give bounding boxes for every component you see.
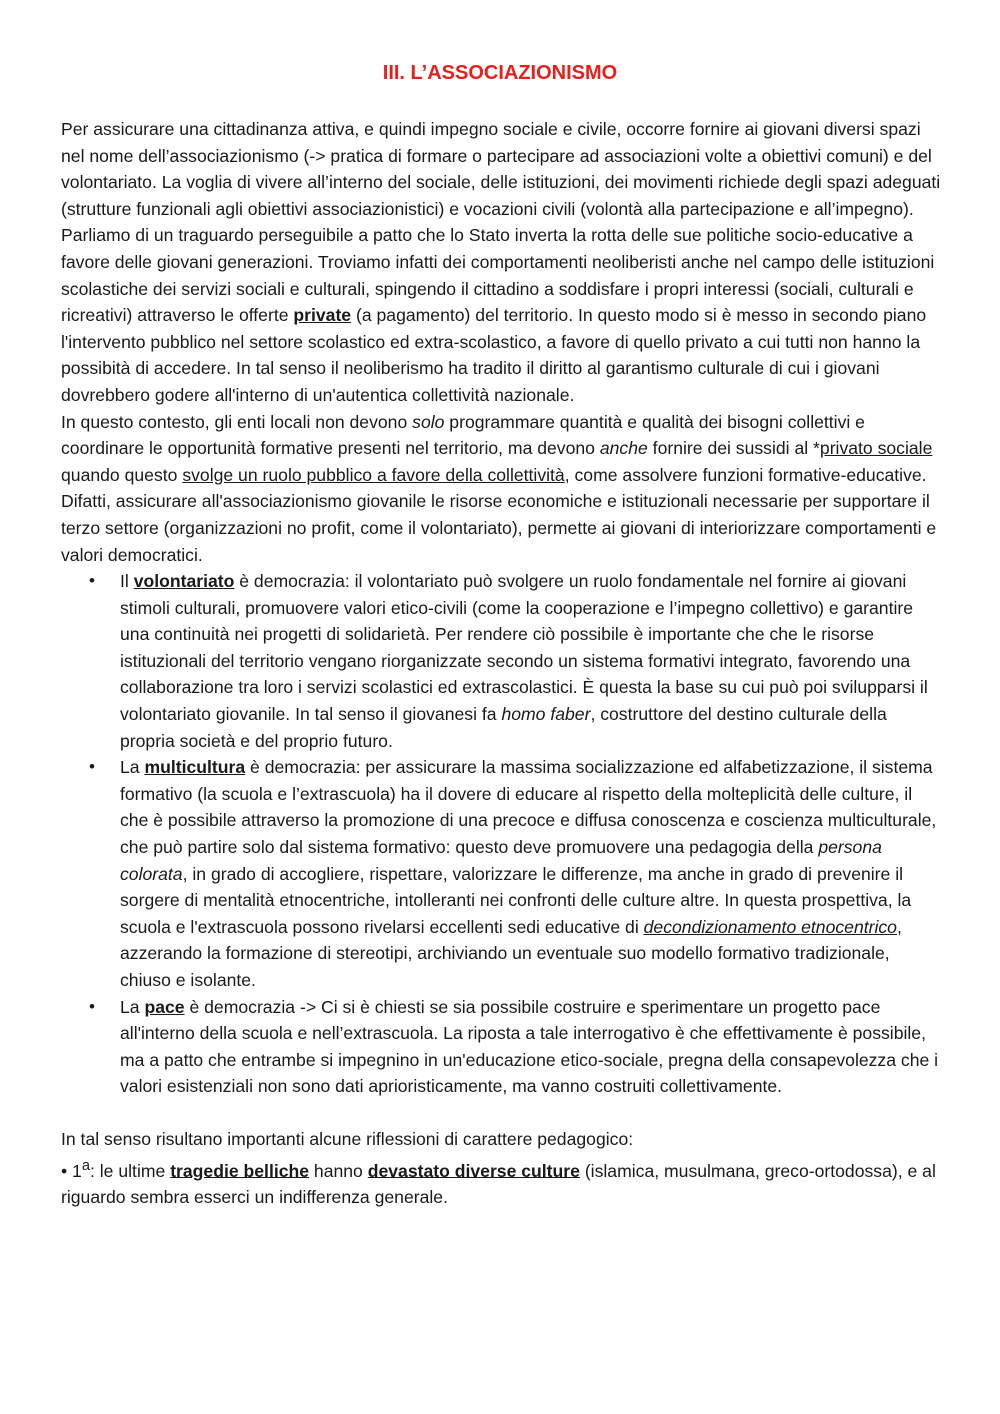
text-run: è democrazia -> Ci si è chiesti se sia possibile costruire e sperimentare un progetto pace all'interno della scuola e nell’extrascuola. La riposta a tale interrogativo è che effettivamente è possibile, ma a patto che entrambe si impegnino in un'educazione etico-sociale, pregna della consapevolezza che i valori esistenziali non sono dati aprioristicamente, ma vanno costruiti collettivamente. [120, 996, 939, 1097]
emphasis-homo-faber: homo faber [501, 704, 591, 725]
paragraph-intro [61, 116, 941, 409]
document-body [61, 116, 941, 1211]
emphasis-volontariato: volontariato [133, 571, 235, 592]
bullet-dot: • [89, 571, 95, 591]
emphasis-devastato-culture: devastato diverse culture [367, 1160, 580, 1181]
list-item-pace [61, 994, 941, 1100]
text-run: , come assolvere funzioni formative-educative. Difatti, assicurare all'associazionismo giovanile le risorse economiche e istituzionali necessarie per supportare il terzo settore (organizzazioni no profit, come il volontariato), permette ai giovani di interiorizzare comportamenti e valori democratici. [61, 464, 937, 565]
emphasis-private: private [293, 305, 352, 326]
text-run: : le ultime [90, 1160, 171, 1181]
text-run: hanno [309, 1160, 368, 1181]
paragraph-context [61, 409, 941, 569]
text-run: • 1 [61, 1160, 82, 1181]
paragraph-spacer [61, 1100, 941, 1126]
emphasis-tragedie-belliche: tragedie belliche [170, 1160, 310, 1181]
text-run: Per assicurare una cittadinanza attiva, e quindi impegno sociale e civile, occorre fornire ai giovani diversi spazi nel nome dell’associazionismo (-> pratica di formare o partecipare ad associazioni volte a obiettivi comuni) e del volontariato. La voglia di vivere all’interno del sociale, delle istituzioni, dei movimenti richiede degli spazi adeguati (strutture funzionali agli obiettivi associazionistici) e vocazioni civili (volontà alla partecipazione e all’impegno). Parliamo di un traguardo perseguibile a patto che lo Stato inverta la rotta delle sue politiche socio-educative a favore delle giovani generazioni. Troviamo infatti dei comportamenti neoliberisti anche nel campo delle istituzioni scolastiche dei servizi sociali e culturali, spingendo il cittadino a soddisfare i propri interessi (sociali, culturali e ricreativi) attraverso le offerte [61, 119, 941, 326]
text-run: quando questo [61, 464, 183, 485]
text-run: programmare quantità e qualità dei bisogni collettivi e coordinare le opportunità formative presenti nel territorio, ma devono [61, 411, 865, 459]
underline-privato-sociale: privato sociale [819, 438, 933, 459]
bullet-list [61, 568, 941, 1100]
bullet-dot: • [89, 996, 95, 1016]
text-run: , costruttore del destino culturale della propria società e del proprio futuro. [120, 704, 887, 751]
underline-ruolo-pubblico: svolge un ruolo pubblico a favore della collettività [182, 464, 565, 485]
text-run: , in grado di accogliere, rispettare, valorizzare le differenze, ma anche in grado di prevenire il sorgere di mentalità etnocentriche, intolleranti nei confronti delle culture altre. In questa prospettiva, la scuola e l'extrascuola possono rivelarsi eccellenti sedi educative di [120, 863, 912, 937]
list-item-multicultura [61, 754, 941, 993]
text-run: fornire dei sussidi al * [647, 438, 820, 459]
text-run: (a pagamento) del territorio. In questo modo si è messo in secondo piano l'intervento pubblico nel settore scolastico ed extra-scolastico, a favore di quello privato a cui tutti non hanno la possibità di accedere. In tal senso il neoliberismo ha tradito il diritto al garantismo culturale di cui i giovani dovrebbero godere all'interno di un'autentica collettività nazionale. [61, 305, 927, 405]
text-run: (islamica, musulmana, greco-ortodossa), e al riguardo sembra esserci un indifferenza generale. [61, 1160, 936, 1208]
emphasis-solo: solo [412, 411, 445, 432]
ordinal-superscript: a [81, 1157, 90, 1174]
text-run: , azzerando la formazione di stereotipi, archiviando un eventuale suo modello formativo tradizionale, chiuso e isolante. [120, 916, 902, 990]
text-run: La [120, 757, 145, 778]
emphasis-decondizionamento: decondizionamento etnocentrico [643, 916, 897, 937]
text-run: è democrazia: il volontariato può svolgere un ruolo fondamentale nel fornire ai giovani stimoli culturali, promuovere valori etico-civili (come la cooperazione e l’impegno collettivo) e garantire una continuità nei progetti di solidarietà. Per rendere ciò possibile è importante che che le risorse istituzionali del territorio vengano riorganizzate secondo un sistema formativi integrato, favorendo una collaborazione tra loro i servizi scolastici ed extrascolastici. È questa la base su cui può poi svilupparsi il volontariato giovanile. In tal senso il giovanesi fa [120, 571, 928, 725]
paragraph-riflessioni: In tal senso risultano importanti alcune riflessioni di carattere pedagogico: [61, 1128, 634, 1149]
bullet-dot: • [89, 757, 95, 777]
text-run: In questo contesto, gli enti locali non devono [61, 411, 413, 432]
page-title: III. L’ASSOCIAZIONISMO [382, 62, 618, 84]
text-run: La [120, 996, 145, 1017]
emphasis-multicultura: multicultura [144, 757, 246, 778]
text-run: Il [120, 571, 134, 592]
list-item-volontariato [61, 568, 941, 754]
emphasis-anche: anche [599, 438, 648, 459]
text-run: è democrazia: per assicurare la massima socializzazione ed alfabetizzazione, il sistema formativo (la scuola e l’extrascuola) ha il dovere di educare al rispetto della molteplicità delle culture, il che è possibile attraverso la promozione di una precoce e diffusa conoscenza e coscienza multiculturale, che può partire solo dal sistema formativo: questo deve promuovere una pedagogia della [120, 757, 937, 858]
paragraph-reflection-1 [61, 1153, 941, 1211]
emphasis-pace: pace [144, 996, 185, 1017]
emphasis-persona-colorata: persona colorata [120, 837, 882, 884]
